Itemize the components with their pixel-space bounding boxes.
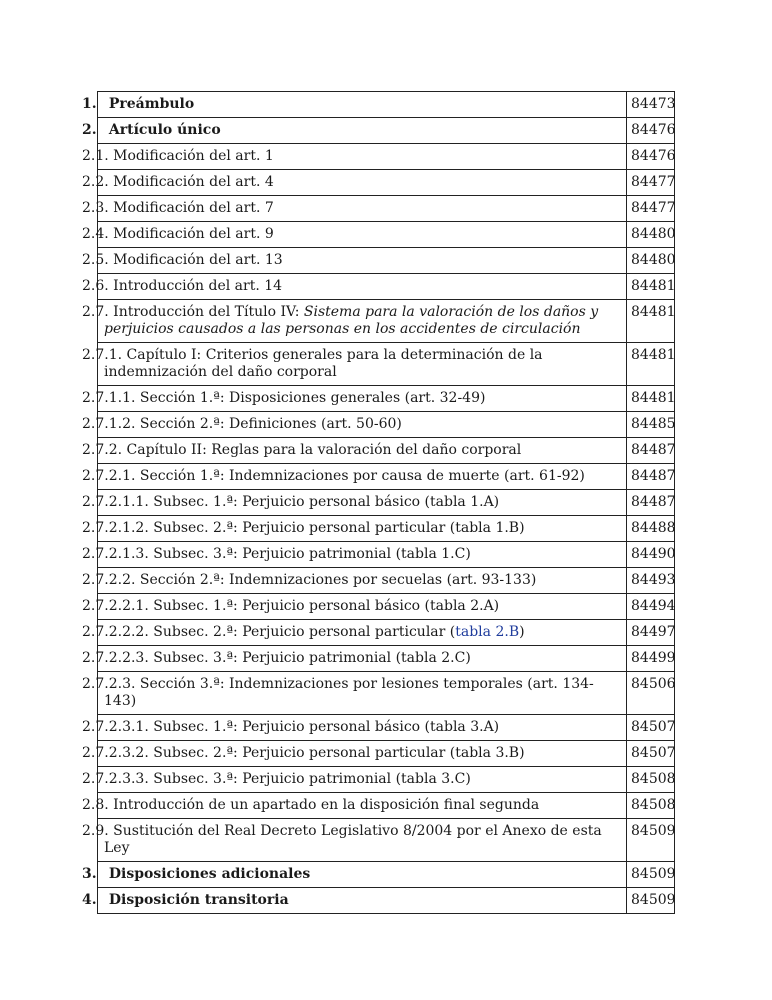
section-title: Subsec. 3.ª: Perjuicio patrimonial (tabla 1.C) [153,546,471,562]
section-number: 2.7.2.3. [82,676,136,692]
table-row [98,343,675,386]
section-number: 2.9. [82,823,109,839]
section-title: Subsec. 3.ª: Perjuicio patrimonial (tabla 3.C) [153,771,471,787]
section-title: Subsec. 1.ª: Perjuicio personal básico (tabla 3.A) [153,719,500,735]
table-row [98,144,675,170]
page-number: 84481 [627,274,675,300]
page-number: 84476 [627,118,675,144]
table-row [98,819,675,862]
section-title: Introducción del art. 14 [113,278,283,294]
section-title: Sustitución del Real Decreto Legislativo 8/2004 por el Anexo de esta Ley [104,823,602,856]
page-number: 84485 [627,412,675,438]
section-title: Artículo único [108,122,221,138]
toc-entry [82,343,627,386]
page-number: 84509 [627,888,675,914]
table-link[interactable]: tabla 2.B [455,624,520,640]
page-number: 84508 [627,793,675,819]
section-title: Capítulo II: Reglas para la valoración del daño corporal [126,442,522,458]
toc-entry [82,248,627,274]
toc-entry [82,819,627,862]
section-number: 2.7.2.2.2. [82,624,149,640]
table-row [98,386,675,412]
page-number: 84506 [627,672,675,715]
section-title: Modificación del art. 1 [113,148,274,164]
page-number: 84507 [627,741,675,767]
section-title: Capítulo I: Criterios generales para la determinación de la indemnización del daño corporal [104,347,543,380]
section-number: 3. [82,866,97,882]
table-row [98,248,675,274]
toc-entry [82,170,627,196]
table-row [98,767,675,793]
section-number: 2. [82,122,97,138]
table-row [98,888,675,914]
toc-entry [82,412,627,438]
table-row [98,438,675,464]
section-number: 2.8. [82,797,109,813]
table-row [98,594,675,620]
section-title: Subsec. 2.ª: Perjuicio personal particular (tabla 1.B) [153,520,525,536]
table-row [98,464,675,490]
table-row [98,170,675,196]
table-row [98,222,675,248]
page-number: 84494 [627,594,675,620]
section-title: Sección 2.ª: Definiciones (art. 50-60) [139,416,402,432]
toc-entry [82,594,627,620]
table-row [98,672,675,715]
table-row [98,300,675,343]
toc-entry [82,888,627,914]
section-title: Sección 1.ª: Indemnizaciones por causa de muerte (art. 61-92) [139,468,585,484]
section-title: Modificación del art. 13 [113,252,283,268]
table-row [98,118,675,144]
page-number: 84487 [627,490,675,516]
toc-entry [82,862,627,888]
section-number: 2.7. [82,304,109,320]
page-number: 84487 [627,438,675,464]
section-title: Introducción del Título IV: [113,304,304,320]
section-number: 2.7.2.1.2. [82,520,149,536]
table-row [98,412,675,438]
section-number: 2.7.2.1.1. [82,494,149,510]
section-title: Subsec. 2.ª: Perjuicio personal particular ( [153,624,456,640]
section-title: Subsec. 1.ª: Perjuicio personal básico (tabla 2.A) [153,598,500,614]
section-title: Modificación del art. 7 [113,200,274,216]
table-row [98,741,675,767]
section-number: 2.2. [82,174,109,190]
page-number: 84499 [627,646,675,672]
toc-entry [82,196,627,222]
page-number: 84477 [627,170,675,196]
toc-entry [82,92,627,118]
page-number: 84488 [627,516,675,542]
section-title: Subsec. 3.ª: Perjuicio patrimonial (tabla 2.C) [153,650,471,666]
table-row [98,715,675,741]
section-title: Subsec. 1.ª: Perjuicio personal básico (tabla 1.A) [153,494,500,510]
page-number: 84490 [627,542,675,568]
section-title: Modificación del art. 9 [113,226,274,242]
toc-entry [82,620,627,646]
table-row [98,490,675,516]
toc-entry [82,715,627,741]
toc-entry [82,516,627,542]
section-number: 2.7.2.3.1. [82,719,149,735]
page-number: 84473 [627,92,675,118]
section-number: 4. [82,892,97,908]
page-number: 84509 [627,862,675,888]
table-of-contents [82,91,676,914]
section-number: 2.7.1.1. [82,390,136,406]
section-title: Preámbulo [108,96,195,112]
page-number: 84487 [627,464,675,490]
table-row [98,92,675,118]
section-number: 2.7.1.2. [82,416,136,432]
table-row [98,196,675,222]
section-number: 2.3. [82,200,109,216]
section-number: 2.6. [82,278,109,294]
toc-entry [82,542,627,568]
toc-entry [82,222,627,248]
page-number: 84507 [627,715,675,741]
table-row [98,542,675,568]
page-number: 84480 [627,222,675,248]
toc-entry [82,438,627,464]
page-number: 84493 [627,568,675,594]
section-number: 2.4. [82,226,109,242]
table-row [98,793,675,819]
toc-entry [82,118,627,144]
section-number: 2.7.2.3.2. [82,745,149,761]
page-number: 84497 [627,620,675,646]
page-number: 84481 [627,343,675,386]
section-number: 1. [82,96,97,112]
section-title: Introducción de un apartado en la disposición final segunda [113,797,540,813]
section-title: Modificación del art. 4 [113,174,274,190]
table-row [98,274,675,300]
section-number: 2.7.2.3.3. [82,771,149,787]
table-row [98,646,675,672]
table-row [98,568,675,594]
toc-entry [82,741,627,767]
section-number: 2.5. [82,252,109,268]
table-row [98,620,675,646]
toc-entry [82,144,627,170]
section-number: 2.7.2.2. [82,572,136,588]
page-number: 84509 [627,819,675,862]
section-title: Subsec. 2.ª: Perjuicio personal particular (tabla 3.B) [153,745,525,761]
toc-entry [82,767,627,793]
page-number: 84480 [627,248,675,274]
section-number: 2.7.2.1. [82,468,136,484]
section-title-end: ) [519,624,525,640]
table-row [98,862,675,888]
toc-entry [82,464,627,490]
section-title: Disposición transitoria [108,892,289,908]
toc-entry [82,386,627,412]
toc-entry [82,646,627,672]
toc-entry [82,300,627,343]
section-title-italic: Sistema para la valoración de los daños y perjuicios causados a las personas en los accidentes de circulación [104,304,599,337]
section-number: 2.7.2.1.3. [82,546,149,562]
section-number: 2.7.2.2.1. [82,598,149,614]
toc-entry [82,672,627,715]
section-title: Sección 3.ª: Indemnizaciones por lesiones temporales (art. 134-143) [104,676,594,709]
section-number: 2.1. [82,148,109,164]
section-title: Sección 1.ª: Disposiciones generales (art. 32-49) [139,390,486,406]
page-number: 84481 [627,386,675,412]
page-number: 84481 [627,300,675,343]
toc-entry [82,793,627,819]
page-number: 84508 [627,767,675,793]
page-number: 84476 [627,144,675,170]
page-number: 84477 [627,196,675,222]
table-row [98,516,675,542]
section-number: 2.7.2.2.3. [82,650,149,666]
section-title: Sección 2.ª: Indemnizaciones por secuelas (art. 93-133) [139,572,537,588]
section-number: 2.7.1. [82,347,123,363]
toc-entry [82,490,627,516]
toc-entry [82,274,627,300]
section-title: Disposiciones adicionales [108,866,311,882]
toc-entry [82,568,627,594]
section-number: 2.7.2. [82,442,123,458]
